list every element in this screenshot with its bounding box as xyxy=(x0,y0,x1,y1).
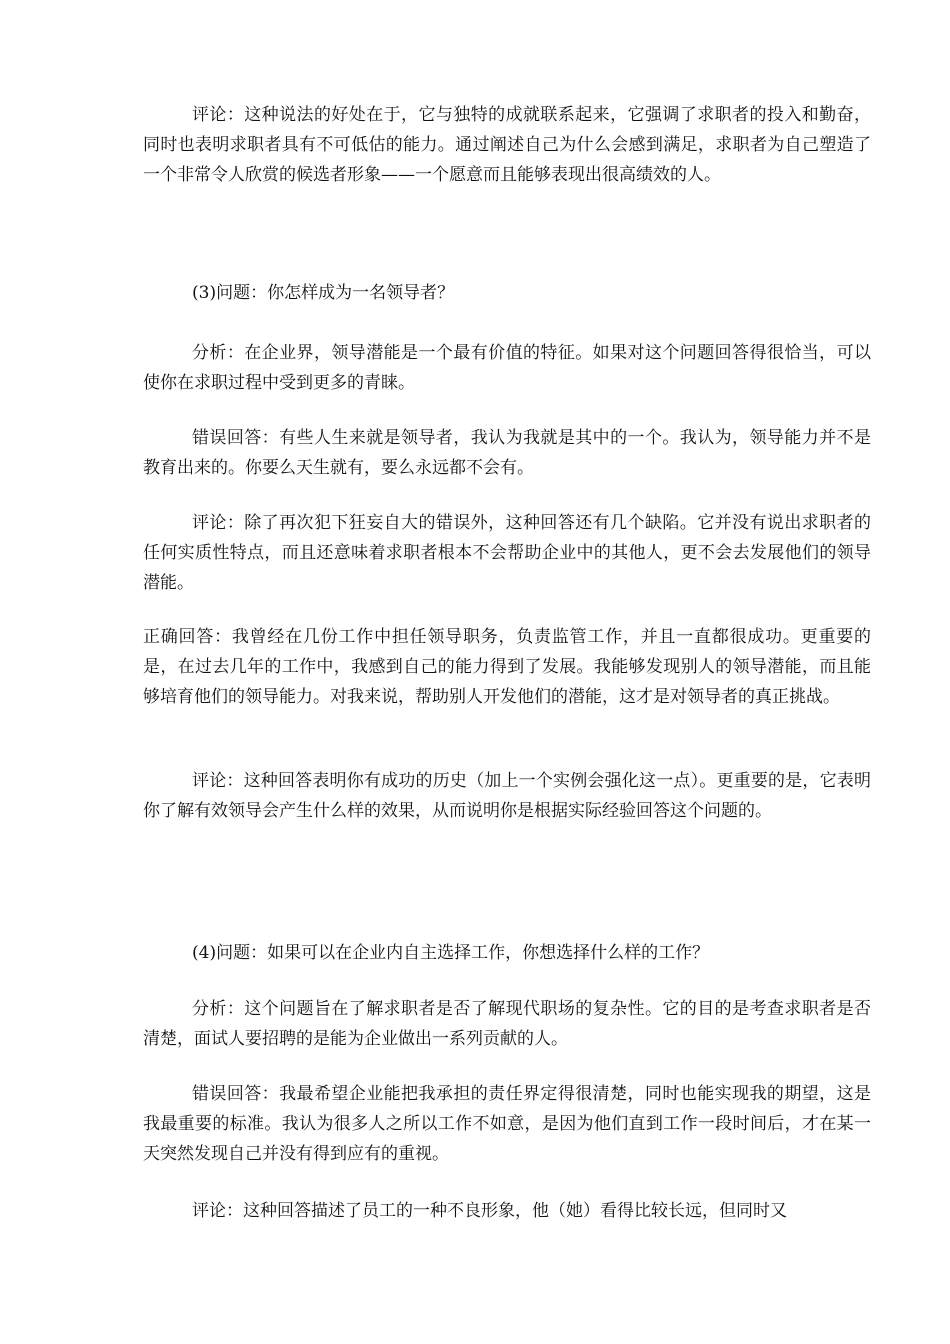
comment-paragraph: 评论：这种回答表明你有成功的历史（加上一个实例会强化这一点）。更重要的是，它表明你了解有效领导会产生什么样的效果，从而说明你是根据实际经验回答这个问题的。 xyxy=(143,771,871,821)
correct-answer-paragraph: 正确回答：我曾经在几份工作中担任领导职务，负责监管工作，并且一直都很成功。更重要的是，在过去几年的工作中，我感到自己的能力得到了发展。我能够发现别人的领导潜能，而且能够培育他们的领导能力。对我来说，帮助别人开发他们的潜能，这才是对领导者的真正挑战。 xyxy=(143,627,871,707)
wrong-answer-paragraph: 错误回答：有些人生来就是领导者，我认为我就是其中的一个。我认为，领导能力并不是教育出来的。你要么天生就有，要么永远都不会有。 xyxy=(143,428,871,478)
question-heading: (3)问题：你怎样成为一名领导者？ xyxy=(192,283,455,303)
comment-paragraph: 评论：这种回答描述了员工的一种不良形象，他（她）看得比较长远，但同时又 xyxy=(192,1201,787,1221)
question-heading: (4)问题：如果可以在企业内自主选择工作，你想选择什么样的工作？ xyxy=(192,943,710,963)
comment-paragraph: 评论：这种说法的好处在于，它与独特的成就联系起来，它强调了求职者的投入和勤奋，同时也表明求职者具有不可低估的能力。通过阐述自己为什么会感到满足，求职者为自己塑造了一个非常令人欣赏的候选者形象——一个愿意而且能够表现出很高绩效的人。 xyxy=(143,105,871,185)
analysis-paragraph: 分析：在企业界，领导潜能是一个最有价值的特征。如果对这个问题回答得很恰当，可以使你在求职过程中受到更多的青睐。 xyxy=(143,343,871,393)
wrong-answer-paragraph: 错误回答：我最希望企业能把我承担的责任界定得很清楚，同时也能实现我的期望，这是我最重要的标准。我认为很多人之所以工作不如意，是因为他们直到工作一段时间后，才在某一天突然发现自己并没有得到应有的重视。 xyxy=(143,1084,871,1164)
analysis-paragraph: 分析：这个问题旨在了解求职者是否了解现代职场的复杂性。它的目的是考查求职者是否清楚，面试人要招聘的是能为企业做出一系列贡献的人。 xyxy=(143,999,871,1049)
comment-paragraph: 评论：除了再次犯下狂妄自大的错误外，这种回答还有几个缺陷。它并没有说出求职者的任何实质性特点，而且还意味着求职者根本不会帮助企业中的其他人，更不会去发展他们的领导潜能。 xyxy=(143,513,871,593)
